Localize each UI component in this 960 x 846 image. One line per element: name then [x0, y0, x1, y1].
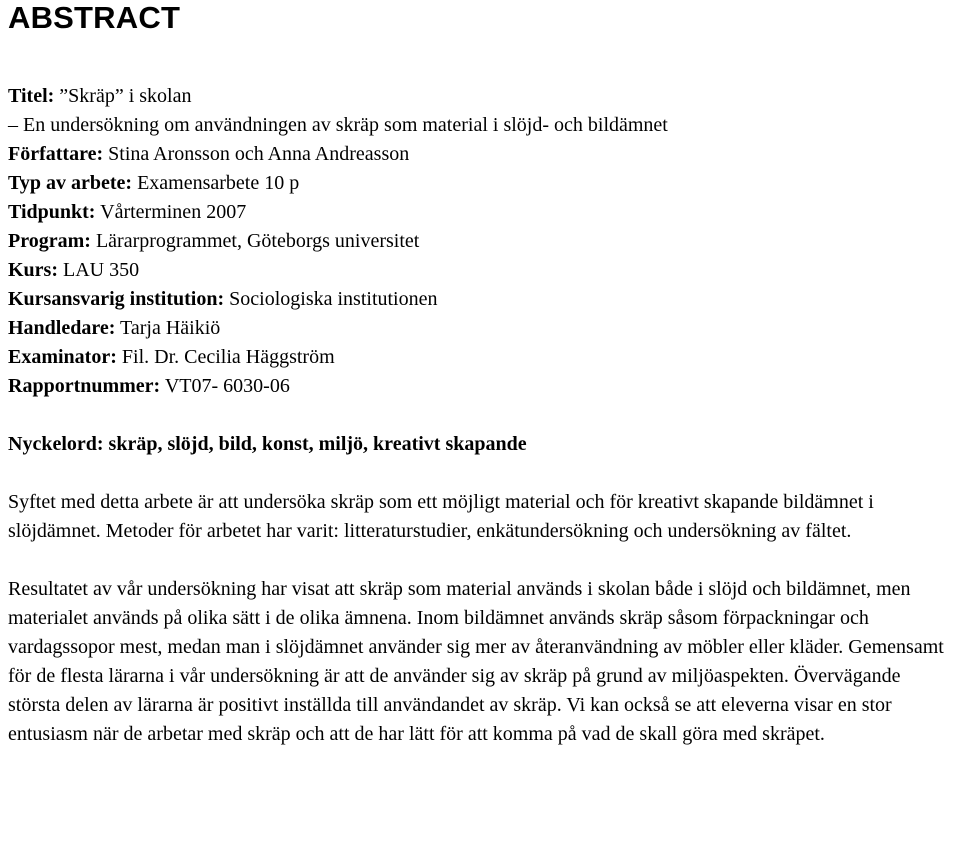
meta-label: Examinator:: [8, 346, 117, 368]
meta-label: Kursansvarig institution:: [8, 288, 225, 310]
meta-title: [8, 82, 960, 111]
meta-label: Kurs:: [8, 259, 58, 281]
meta-program: [8, 227, 960, 256]
meta-examiner: [8, 343, 960, 372]
metadata-block: [8, 82, 960, 401]
abstract-paragraph-results: Resultatet av vår undersökning har visat att skräp som material används i skolan både i slöjd och bildämnet, men materialet används på olika sätt i de olika ämnena. Inom bildämnet används skräp såsom förpackningar och vardagssopor mest, medan man i slöjdämnet använder sig mer av återanvändning av möbler eller kläder. Gemensamt för de flesta lärarna i vår undersökning är att de använder sig av skräp på grund av miljöaspekten. Övervägande största delen av lärarna är positivt inställda till användandet av skräp. Vi kan också se att eleverna visar en stor entusiasm när de arbetar med skräp och att de har lätt för att komma på vad de skall göra med skräpet.: [8, 578, 944, 745]
meta-value: Examensarbete 10 p: [132, 172, 300, 194]
meta-label: Program:: [8, 230, 91, 252]
meta-value: LAU 350: [58, 259, 140, 281]
abstract-heading: ABSTRACT: [8, 0, 181, 35]
meta-report-number: [8, 372, 960, 401]
meta-label: Typ av arbete:: [8, 172, 133, 194]
keywords: Nyckelord: skräp, slöjd, bild, konst, miljö, kreativt skapande: [8, 433, 527, 455]
meta-time: [8, 198, 960, 227]
meta-value: Vårterminen 2007: [95, 201, 247, 223]
meta-value: – En undersökning om användningen av skräp som material i slöjd- och bildämnet: [8, 114, 668, 136]
meta-label: Tidpunkt:: [8, 201, 96, 223]
meta-value: VT07- 6030-06: [160, 375, 290, 397]
meta-institution: [8, 285, 960, 314]
meta-work-type: [8, 169, 960, 198]
meta-supervisor: [8, 314, 960, 343]
meta-value: Tarja Häikiö: [115, 317, 221, 339]
meta-value: ”Skräp” i skolan: [54, 85, 192, 107]
meta-label: Handledare:: [8, 317, 116, 339]
meta-subtitle: [8, 111, 960, 140]
meta-value: Sociologiska institutionen: [224, 288, 438, 310]
meta-label: Författare:: [8, 143, 104, 165]
meta-value: Fil. Dr. Cecilia Häggström: [116, 346, 335, 368]
meta-label: Rapportnummer:: [8, 375, 161, 397]
meta-authors: [8, 140, 960, 169]
abstract-paragraph-purpose: Syftet med detta arbete är att undersöka skräp som ett möjligt material och för kreativt skapande bildämnet i slöjdämnet. Metoder för arbetet har varit: litteraturstudier, enkätundersökning och undersökning av fältet.: [8, 491, 874, 542]
meta-course: [8, 256, 960, 285]
meta-value: Stina Aronsson och Anna Andreasson: [103, 143, 410, 165]
meta-value: Lärarprogrammet, Göteborgs universitet: [90, 230, 420, 252]
meta-label: Titel:: [8, 85, 55, 107]
